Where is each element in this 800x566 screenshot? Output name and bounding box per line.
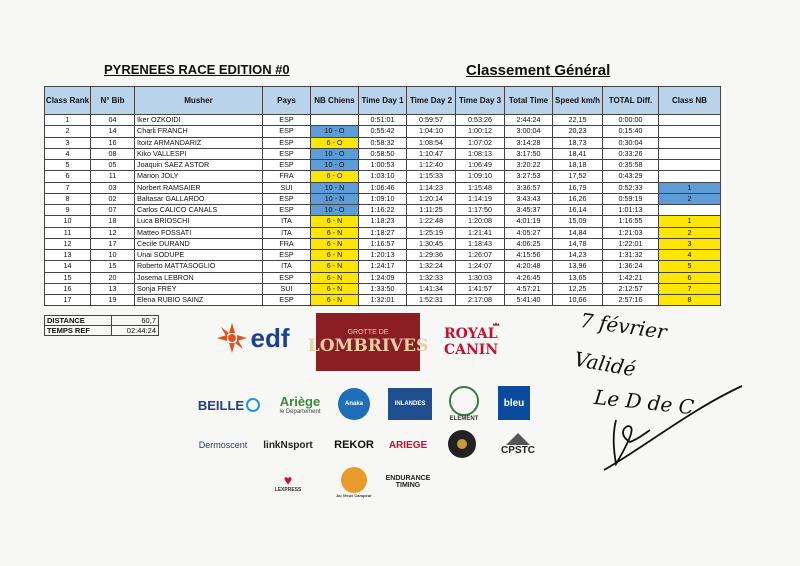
- total-time-cell: 3:36:57: [505, 182, 553, 193]
- stats-table: [44, 315, 159, 336]
- total-diff-cell: 0:59:19: [603, 193, 659, 204]
- dogs-cell: 6 - N: [311, 295, 359, 306]
- time-day3-cell: 1:00:12: [456, 126, 505, 137]
- time-day3-cell: 1:20:08: [456, 216, 505, 227]
- time-day1-cell: 1:24:17: [359, 261, 407, 272]
- dogs-cell: 10 - O: [311, 205, 359, 216]
- time-day2-cell: 0:59:57: [407, 115, 456, 126]
- dogs-cell: 6 - N: [311, 238, 359, 249]
- speed-cell: 16,79: [553, 182, 603, 193]
- table-row: [45, 193, 721, 204]
- bib-cell: 14: [91, 126, 135, 137]
- column-header: Speed km/h: [553, 87, 603, 115]
- bib-cell: 13: [91, 283, 135, 294]
- time-day3-cell: 1:18:43: [456, 238, 505, 249]
- time-day2-cell: 1:41:34: [407, 283, 456, 294]
- dermoscent-logo: [192, 436, 254, 454]
- speed-cell: 13,65: [553, 272, 603, 283]
- speed-cell: 16,26: [553, 193, 603, 204]
- royal-canin-logo: [444, 322, 548, 358]
- musher-cell: Sonja FREY: [135, 283, 263, 294]
- musher-cell: Joaquin SAEZ ASTOR: [135, 160, 263, 171]
- table-row: [45, 216, 721, 227]
- total-diff-cell: 1:22:01: [603, 238, 659, 249]
- column-header: Time Day 2: [407, 87, 456, 115]
- distance-value: 60,7: [112, 316, 159, 326]
- country-cell: ITA: [263, 227, 311, 238]
- table-header-row: [45, 87, 721, 115]
- column-header: Time Day 3: [456, 87, 505, 115]
- dogs-cell: 6 - O: [311, 171, 359, 182]
- time-day3-cell: 1:30:03: [456, 272, 505, 283]
- total-diff-cell: 0:30:04: [603, 137, 659, 148]
- rank-cell: 13: [45, 250, 91, 261]
- total-time-cell: 4:15:56: [505, 250, 553, 261]
- musher-cell: Iker OZKOIDI: [135, 115, 263, 126]
- lombrives-subtitle: GROTTE DE: [347, 328, 389, 336]
- dogs-cell: 10 - O: [311, 148, 359, 159]
- ariege2-text: ARIEGE: [388, 439, 428, 451]
- rank-cell: 14: [45, 261, 91, 272]
- column-header: Class NB: [659, 87, 721, 115]
- total-diff-cell: 2:12:57: [603, 283, 659, 294]
- speed-cell: 17,52: [553, 171, 603, 182]
- bib-cell: 07: [91, 205, 135, 216]
- race-title: PYRENEES RACE EDITION #0: [104, 62, 290, 77]
- lexpress-text: LEXPRESS: [274, 487, 302, 493]
- country-cell: ESP: [263, 250, 311, 261]
- time-day3-cell: 1:24:07: [456, 261, 505, 272]
- total-diff-cell: 0:35:58: [603, 160, 659, 171]
- class-nb-cell: [659, 126, 721, 137]
- total-time-cell: 3:17:50: [505, 148, 553, 159]
- column-header: Musher: [135, 87, 263, 115]
- table-row: [45, 295, 721, 306]
- time-day1-cell: 1:33:50: [359, 283, 407, 294]
- time-day1-cell: 0:58:50: [359, 148, 407, 159]
- time-day2-cell: 1:30:45: [407, 238, 456, 249]
- bleu-logo: [498, 386, 530, 420]
- country-cell: ITA: [263, 261, 311, 272]
- cpstc-logo: [496, 428, 540, 460]
- total-diff-cell: 0:15:40: [603, 126, 659, 137]
- edf-logo: [204, 318, 300, 358]
- country-cell: ESP: [263, 205, 311, 216]
- ariege2-logo: [384, 436, 432, 454]
- country-cell: SUI: [263, 283, 311, 294]
- total-time-cell: 2:44:24: [505, 115, 553, 126]
- time-day3-cell: 1:21:41: [456, 227, 505, 238]
- musher-cell: Josema LEBRON: [135, 272, 263, 283]
- class-nb-cell: 7: [659, 283, 721, 294]
- total-diff-cell: 2:57:16: [603, 295, 659, 306]
- time-day2-cell: 1:15:33: [407, 171, 456, 182]
- time-day2-cell: 1:29:36: [407, 250, 456, 261]
- speed-cell: 18,73: [553, 137, 603, 148]
- anaka-text: Anaka: [344, 401, 363, 407]
- table-row: [45, 205, 721, 216]
- class-nb-cell: [659, 115, 721, 126]
- class-nb-cell: [659, 171, 721, 182]
- column-header: Total Time: [505, 87, 553, 115]
- handwritten-initials: Le D de C: [593, 384, 696, 420]
- time-day2-cell: 1:11:25: [407, 205, 456, 216]
- bib-cell: 20: [91, 272, 135, 283]
- total-diff-cell: 1:31:32: [603, 250, 659, 261]
- rank-cell: 7: [45, 182, 91, 193]
- bib-cell: 15: [91, 261, 135, 272]
- table-row: [45, 250, 721, 261]
- total-time-cell: 3:27:53: [505, 171, 553, 182]
- table-row: [45, 126, 721, 137]
- bib-cell: 18: [91, 216, 135, 227]
- class-nb-cell: 1: [659, 182, 721, 193]
- time-day1-cell: 1:20:13: [359, 250, 407, 261]
- dogs-cell: 10 - N: [311, 193, 359, 204]
- country-cell: ESP: [263, 126, 311, 137]
- time-day1-cell: 1:16:57: [359, 238, 407, 249]
- total-time-cell: 4:57:21: [505, 283, 553, 294]
- total-time-cell: 3:43:43: [505, 193, 553, 204]
- time-day2-cell: 1:32:33: [407, 272, 456, 283]
- rank-cell: 15: [45, 272, 91, 283]
- linksport-logo: [258, 436, 318, 454]
- inlandes-text: INLANDES: [394, 401, 426, 407]
- vieux-campeur-icon: [341, 467, 367, 493]
- speed-cell: 14,84: [553, 227, 603, 238]
- rank-cell: 17: [45, 295, 91, 306]
- speed-cell: 10,66: [553, 295, 603, 306]
- dogs-cell: [311, 115, 359, 126]
- bib-cell: 17: [91, 238, 135, 249]
- total-time-cell: 4:20:48: [505, 261, 553, 272]
- time-day1-cell: 0:55:42: [359, 126, 407, 137]
- total-time-cell: 4:05:27: [505, 227, 553, 238]
- bleu-text: bleu: [503, 397, 525, 409]
- time-day2-cell: 1:22:48: [407, 216, 456, 227]
- inlandes-logo: [388, 388, 432, 420]
- country-cell: ITA: [263, 216, 311, 227]
- total-time-cell: 4:06:25: [505, 238, 553, 249]
- country-cell: ESP: [263, 137, 311, 148]
- musher-cell: Marion JOLY: [135, 171, 263, 182]
- speed-cell: 14,23: [553, 250, 603, 261]
- table-row: [45, 137, 721, 148]
- class-nb-cell: [659, 137, 721, 148]
- rank-cell: 4: [45, 148, 91, 159]
- time-day2-cell: 1:25:19: [407, 227, 456, 238]
- time-day2-cell: 1:20:14: [407, 193, 456, 204]
- musher-cell: Roberto MATTASOGLIO: [135, 261, 263, 272]
- country-cell: SUI: [263, 182, 311, 193]
- time-day1-cell: 1:18:23: [359, 216, 407, 227]
- vieux-campeur-text: Au Vieux Campeur: [336, 492, 372, 498]
- dogs-cell: 6 - N: [311, 250, 359, 261]
- dermoscent-text: Dermoscent: [198, 440, 248, 450]
- results-table: [44, 86, 721, 306]
- bib-cell: 19: [91, 295, 135, 306]
- time-day3-cell: 1:15:48: [456, 182, 505, 193]
- total-diff-cell: 1:36:24: [603, 261, 659, 272]
- country-cell: ESP: [263, 148, 311, 159]
- total-diff-cell: 1:01:13: [603, 205, 659, 216]
- time-day2-cell: 1:52:31: [407, 295, 456, 306]
- rekor-logo: [334, 432, 374, 458]
- ref-time-value: 02:44:24: [112, 326, 159, 336]
- time-day3-cell: 0:53:26: [456, 115, 505, 126]
- speed-cell: 20,23: [553, 126, 603, 137]
- speed-cell: 12,25: [553, 283, 603, 294]
- ariege-subtitle: le Département: [279, 408, 321, 415]
- column-header: NB Chiens: [311, 87, 359, 115]
- rank-cell: 3: [45, 137, 91, 148]
- column-header: TOTAL Diff.: [603, 87, 659, 115]
- ariege-text: Ariège: [279, 393, 321, 409]
- time-day3-cell: 1:14:19: [456, 193, 505, 204]
- time-day3-cell: 1:41:57: [456, 283, 505, 294]
- musher-cell: Cecile DURAND: [135, 238, 263, 249]
- country-cell: ESP: [263, 160, 311, 171]
- time-day2-cell: 1:04:10: [407, 126, 456, 137]
- total-time-cell: 4:01:19: [505, 216, 553, 227]
- musher-cell: Matteo FOSSATI: [135, 227, 263, 238]
- bib-cell: 10: [91, 250, 135, 261]
- time-day1-cell: 1:18:27: [359, 227, 407, 238]
- rekor-text: REKOR: [334, 439, 374, 451]
- time-day1-cell: 1:24:09: [359, 272, 407, 283]
- musher-cell: Elena RUBIO SAINZ: [135, 295, 263, 306]
- class-nb-cell: 2: [659, 193, 721, 204]
- total-time-cell: 3:20:22: [505, 160, 553, 171]
- time-day3-cell: 1:09:10: [456, 171, 505, 182]
- dogs-cell: 6 - N: [311, 216, 359, 227]
- total-diff-cell: 0:43:29: [603, 171, 659, 182]
- dogs-cell: 10 - O: [311, 126, 359, 137]
- time-day1-cell: 1:32:01: [359, 295, 407, 306]
- speed-cell: 18,41: [553, 148, 603, 159]
- element-logo: [446, 382, 482, 426]
- total-diff-cell: 0:00:00: [603, 115, 659, 126]
- time-day3-cell: 1:17:50: [456, 205, 505, 216]
- time-day3-cell: 1:07:02: [456, 137, 505, 148]
- lombrives-name: LOMBRIVES: [307, 335, 429, 356]
- linksport-text: linkNsport: [263, 439, 313, 451]
- beille-text: BEILLE: [197, 397, 245, 413]
- lexpress-logo: [264, 470, 312, 496]
- ref-time-label: TEMPS REF: [45, 326, 112, 336]
- dogs-cell: 10 - N: [311, 182, 359, 193]
- time-day1-cell: 1:06:46: [359, 182, 407, 193]
- heart-icon: ♥: [283, 472, 293, 488]
- musher-cell: Baltasar GALLARDO: [135, 193, 263, 204]
- speed-cell: 15,09: [553, 216, 603, 227]
- time-day3-cell: 1:06:49: [456, 160, 505, 171]
- table-row: [45, 283, 721, 294]
- dogs-cell: 6 - N: [311, 283, 359, 294]
- time-day1-cell: 0:51:01: [359, 115, 407, 126]
- musher-cell: Luca BRIOSCHI: [135, 216, 263, 227]
- dark-circle-logo: [448, 430, 476, 458]
- time-day1-cell: 1:09:10: [359, 193, 407, 204]
- bib-cell: 04: [91, 115, 135, 126]
- table-row: [45, 160, 721, 171]
- class-nb-cell: 6: [659, 272, 721, 283]
- column-header: Time Day 1: [359, 87, 407, 115]
- rank-cell: 11: [45, 227, 91, 238]
- total-time-cell: 3:45:37: [505, 205, 553, 216]
- class-nb-cell: 4: [659, 250, 721, 261]
- musher-cell: Norbert RAMSAIER: [135, 182, 263, 193]
- country-cell: ESP: [263, 295, 311, 306]
- bib-cell: 08: [91, 148, 135, 159]
- dogs-cell: 6 - N: [311, 261, 359, 272]
- time-day2-cell: 1:12:40: [407, 160, 456, 171]
- beille-circle-icon: [246, 398, 260, 412]
- time-day2-cell: 1:10:47: [407, 148, 456, 159]
- table-row: [45, 148, 721, 159]
- country-cell: ESP: [263, 193, 311, 204]
- speed-cell: 13,96: [553, 261, 603, 272]
- rank-cell: 1: [45, 115, 91, 126]
- dogs-cell: 6 - N: [311, 272, 359, 283]
- total-diff-cell: 0:52:33: [603, 182, 659, 193]
- dogs-cell: 6 - O: [311, 137, 359, 148]
- dogs-cell: 6 - N: [311, 227, 359, 238]
- speed-cell: 22,15: [553, 115, 603, 126]
- table-row: [45, 238, 721, 249]
- column-header: N° Bib: [91, 87, 135, 115]
- column-header: Class Rank: [45, 87, 91, 115]
- anaka-logo: [338, 388, 370, 420]
- rank-cell: 10: [45, 216, 91, 227]
- musher-cell: Kiko VALLESPI: [135, 148, 263, 159]
- table-row: [45, 272, 721, 283]
- total-diff-cell: 0:33:26: [603, 148, 659, 159]
- class-nb-cell: [659, 160, 721, 171]
- time-day1-cell: 1:03:10: [359, 171, 407, 182]
- country-cell: ESP: [263, 115, 311, 126]
- mountain-icon: [506, 433, 530, 445]
- bib-cell: 03: [91, 182, 135, 193]
- total-time-cell: 3:00:04: [505, 126, 553, 137]
- handwritten-date: 7 février: [578, 308, 669, 344]
- edf-text: edf: [250, 322, 290, 353]
- vieux-campeur-logo: [334, 462, 374, 502]
- royal-canin-text: ROYAL CANIN: [444, 326, 499, 358]
- ranking-title: Classement Général: [466, 62, 611, 79]
- time-day1-cell: 1:00:53: [359, 160, 407, 171]
- column-header: Pays: [263, 87, 311, 115]
- endurance-timing-logo: [378, 470, 438, 494]
- total-time-cell: 4:26:45: [505, 272, 553, 283]
- total-time-cell: 5:41:40: [505, 295, 553, 306]
- element-text: ELEMENT: [449, 416, 479, 422]
- dark-circle-icon: [457, 439, 467, 449]
- rank-cell: 12: [45, 238, 91, 249]
- distance-label: DISTANCE: [45, 316, 112, 326]
- handwritten-signature: [600, 380, 750, 475]
- rank-cell: 5: [45, 160, 91, 171]
- country-cell: ESP: [263, 272, 311, 283]
- ariege-logo: [270, 386, 330, 422]
- beille-logo: [196, 394, 262, 416]
- table-row: [45, 261, 721, 272]
- country-cell: FRA: [263, 171, 311, 182]
- table-row: [45, 171, 721, 182]
- tree-icon: [449, 386, 479, 416]
- dogs-cell: 10 - O: [311, 160, 359, 171]
- time-day2-cell: 1:14:23: [407, 182, 456, 193]
- speed-cell: 18,18: [553, 160, 603, 171]
- time-day3-cell: 1:08:13: [456, 148, 505, 159]
- bib-cell: 16: [91, 137, 135, 148]
- rank-cell: 8: [45, 193, 91, 204]
- rank-cell: 9: [45, 205, 91, 216]
- class-nb-cell: [659, 205, 721, 216]
- class-nb-cell: 3: [659, 238, 721, 249]
- class-nb-cell: 8: [659, 295, 721, 306]
- country-cell: FRA: [263, 238, 311, 249]
- bib-cell: 05: [91, 160, 135, 171]
- endurance-timing-text: ENDURANCE TIMING: [385, 475, 431, 489]
- time-day1-cell: 0:58:32: [359, 137, 407, 148]
- total-diff-cell: 1:42:21: [603, 272, 659, 283]
- lombrives-logo: [307, 313, 429, 371]
- musher-cell: Charli FRANCH: [135, 126, 263, 137]
- table-row: [45, 182, 721, 193]
- edf-swirl-icon: [215, 321, 249, 355]
- ref-time-row: [45, 326, 159, 336]
- bib-cell: 11: [91, 171, 135, 182]
- rank-cell: 6: [45, 171, 91, 182]
- table-row: [45, 115, 721, 126]
- bib-cell: 12: [91, 227, 135, 238]
- time-day3-cell: 1:26:07: [456, 250, 505, 261]
- class-nb-cell: 5: [659, 261, 721, 272]
- handwritten-validated: Validé: [572, 346, 638, 382]
- time-day2-cell: 1:08:54: [407, 137, 456, 148]
- musher-cell: Unai SODUPE: [135, 250, 263, 261]
- class-nb-cell: [659, 148, 721, 159]
- musher-cell: Itoitz ARMANDARIZ: [135, 137, 263, 148]
- total-time-cell: 3:14:28: [505, 137, 553, 148]
- total-diff-cell: 1:16:55: [603, 216, 659, 227]
- total-diff-cell: 1:21:03: [603, 227, 659, 238]
- bib-cell: 02: [91, 193, 135, 204]
- distance-row: [45, 316, 159, 326]
- class-nb-cell: 2: [659, 227, 721, 238]
- class-nb-cell: 1: [659, 216, 721, 227]
- speed-cell: 14,78: [553, 238, 603, 249]
- time-day3-cell: 2:17:08: [456, 295, 505, 306]
- rank-cell: 2: [45, 126, 91, 137]
- cpstc-text: CPSTC: [501, 444, 535, 456]
- speed-cell: 16,14: [553, 205, 603, 216]
- time-day1-cell: 1:16:22: [359, 205, 407, 216]
- time-day2-cell: 1:32:24: [407, 261, 456, 272]
- musher-cell: Carlos CALICO CANALS: [135, 205, 263, 216]
- rank-cell: 16: [45, 283, 91, 294]
- table-row: [45, 227, 721, 238]
